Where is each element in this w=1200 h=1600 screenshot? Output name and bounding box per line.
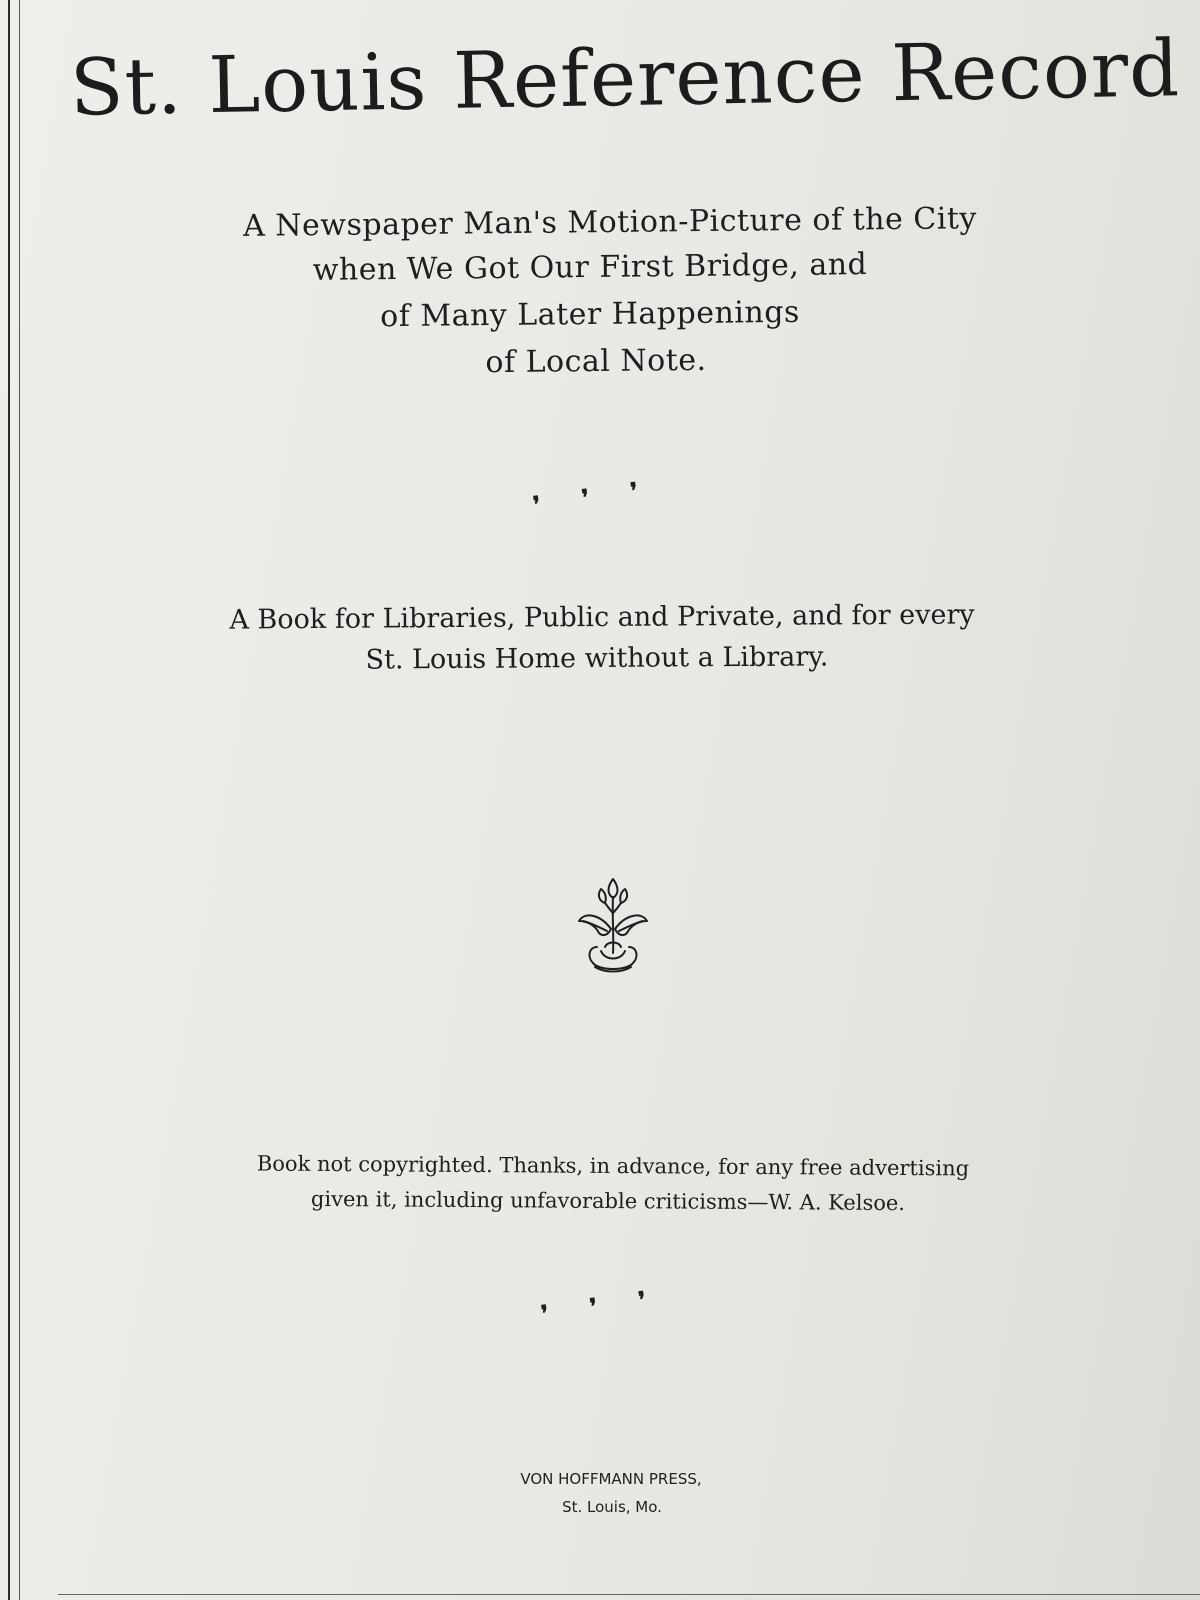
book-description-line-1: A Book for Libraries, Public and Private, and for every: [229, 599, 975, 636]
subtitle-line-4: of Local Note.: [485, 342, 707, 381]
ornament-row-top: [532, 478, 640, 518]
ornament-mark-icon: ❜: [588, 1293, 599, 1321]
copyright-note-line-2: given it, including unfavorable criticisms—W. A. Kelsoe.: [310, 1186, 906, 1216]
left-border-rule-inner: [19, 0, 20, 1600]
subtitle-line-3: of Many Later Happenings: [380, 294, 800, 335]
ornament-mark-icon: ❜: [580, 484, 591, 512]
ornament-mark-icon: ❜: [531, 491, 543, 519]
ornament-mark-icon: ❜: [539, 1300, 551, 1328]
subtitle-line-1: A Newspaper Man's Motion-Picture of the City: [242, 201, 978, 244]
left-border-rule: [8, 0, 10, 1600]
publisher-city: St. Louis, Mo.: [562, 1498, 662, 1516]
subtitle-line-2: when We Got Our First Bridge, and: [312, 247, 868, 288]
book-description-line-2: St. Louis Home without a Library.: [365, 641, 829, 676]
copyright-note-line-1: Book not copyrighted. Thanks, in advance, for any free advertising: [256, 1151, 970, 1181]
ornament-mark-icon: ❜: [636, 1286, 648, 1314]
publisher-name: VON HOFFMANN PRESS,: [520, 1470, 702, 1488]
ornament-row-bottom: [540, 1287, 648, 1327]
fleuron-emblem-icon: [575, 877, 651, 975]
book-title: St. Louis Reference Record: [69, 24, 1181, 134]
bottom-border-rule: [58, 1594, 1200, 1595]
ornament-mark-icon: ❜: [628, 477, 640, 505]
